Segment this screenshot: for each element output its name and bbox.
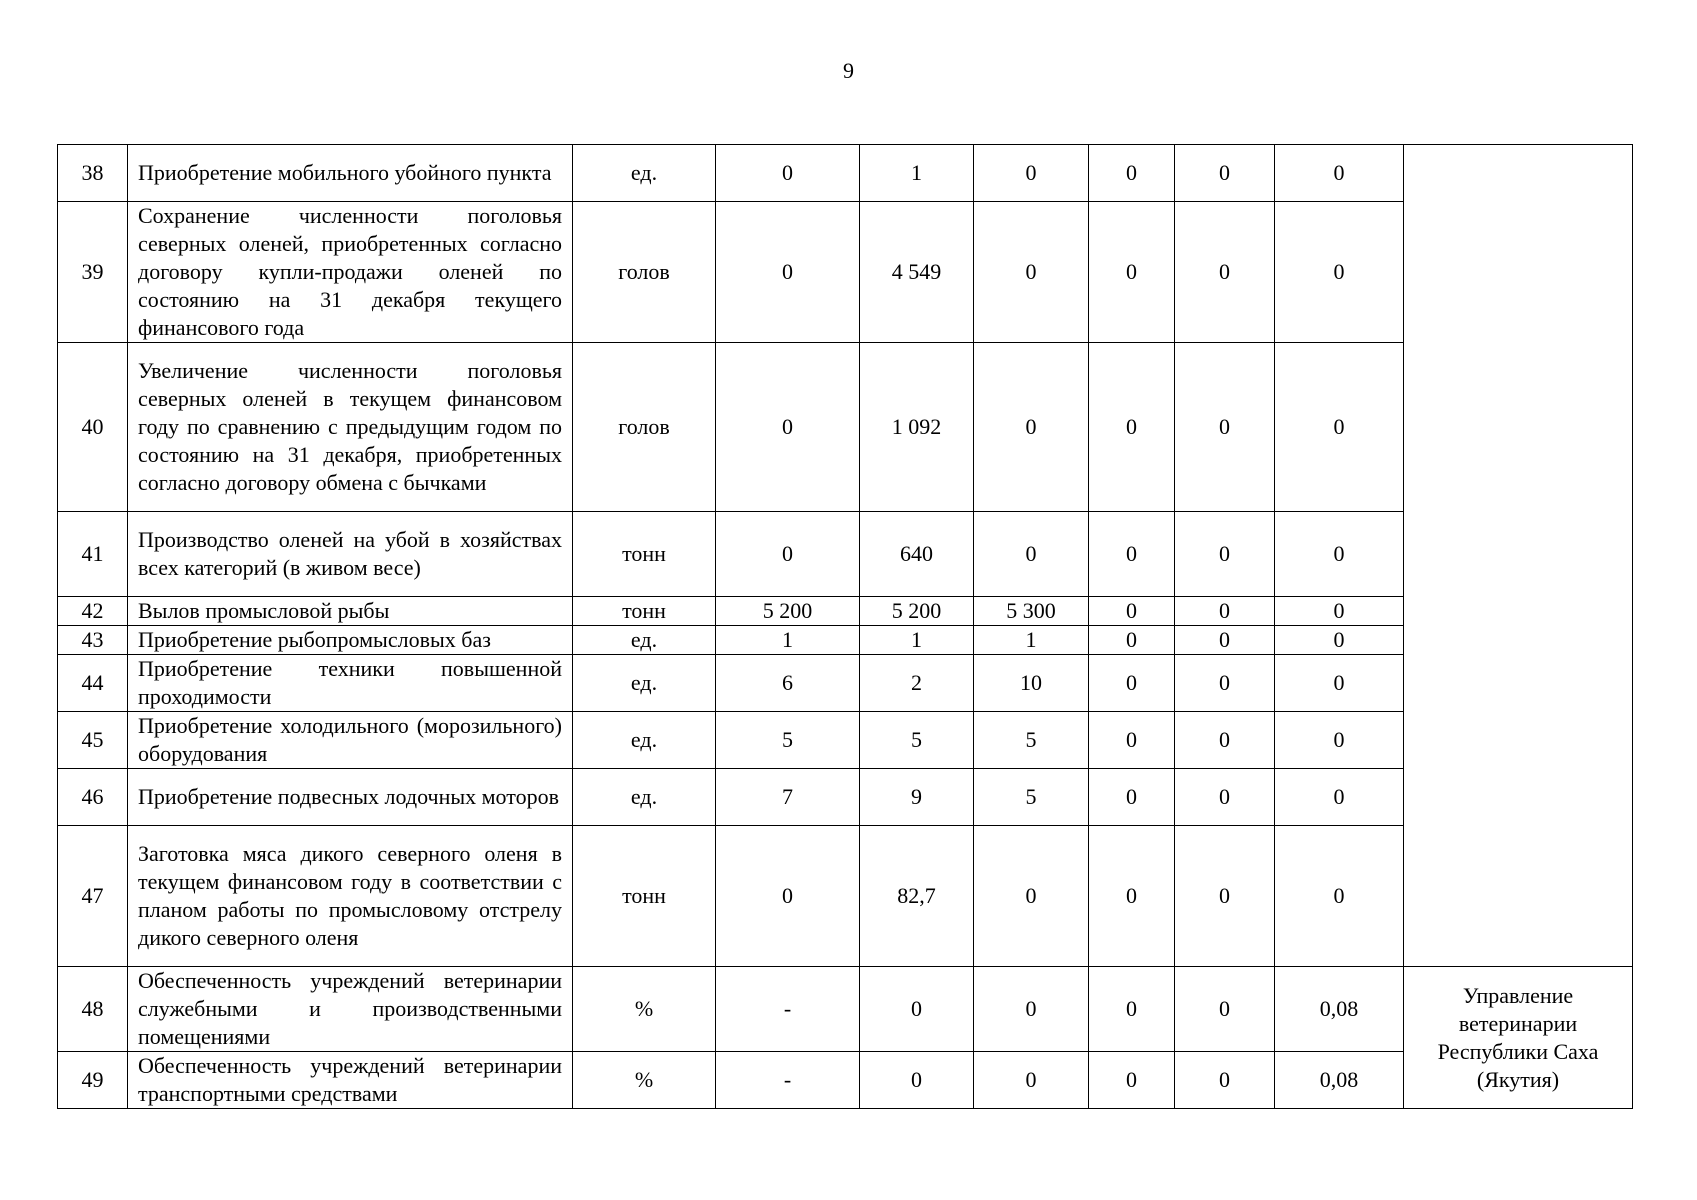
table-row xyxy=(58,1052,1633,1109)
value-cell: 1 xyxy=(860,145,974,202)
value-cell: 1 xyxy=(716,626,860,655)
unit-cell: тонн xyxy=(573,512,716,597)
table-row xyxy=(58,597,1633,626)
value-cell: 0 xyxy=(1275,826,1404,967)
table-row xyxy=(58,967,1633,1052)
value-cell: 5 xyxy=(716,712,860,769)
value-cell: 0 xyxy=(1175,512,1275,597)
value-cell: 0 xyxy=(860,1052,974,1109)
value-cell: 0 xyxy=(974,202,1089,343)
value-cell: 1 xyxy=(860,626,974,655)
value-cell: 0 xyxy=(1175,343,1275,512)
value-cell: 0 xyxy=(1089,626,1175,655)
value-cell: 0 xyxy=(974,1052,1089,1109)
value-cell: 0 xyxy=(1275,512,1404,597)
value-cell: 0 xyxy=(1275,655,1404,712)
row-number: 47 xyxy=(58,826,128,967)
row-number: 48 xyxy=(58,967,128,1052)
value-cell: 0 xyxy=(716,343,860,512)
indicator-name: Обеспеченность учреждений ветеринарии служебными и производственными помещениями xyxy=(128,967,573,1052)
row-number: 38 xyxy=(58,145,128,202)
unit-cell: тонн xyxy=(573,597,716,626)
value-cell: 0 xyxy=(974,967,1089,1052)
row-number: 44 xyxy=(58,655,128,712)
unit-cell: тонн xyxy=(573,826,716,967)
value-cell: 0 xyxy=(1089,712,1175,769)
table-row xyxy=(58,826,1633,967)
value-cell: 5 xyxy=(860,712,974,769)
value-cell: 5 200 xyxy=(716,597,860,626)
indicator-name: Приобретение рыбопромысловых баз xyxy=(128,626,573,655)
value-cell: 6 xyxy=(716,655,860,712)
table-row xyxy=(58,655,1633,712)
value-cell: 0 xyxy=(716,202,860,343)
value-cell: 0 xyxy=(1275,712,1404,769)
value-cell: 0 xyxy=(1089,343,1175,512)
value-cell: 1 xyxy=(974,626,1089,655)
indicator-name: Заготовка мяса дикого северного оленя в текущем финансовом году в соответствии с планом работы по промысловому отстрелу дикого северного оленя xyxy=(128,826,573,967)
unit-cell: ед. xyxy=(573,769,716,826)
value-cell: 0 xyxy=(1175,655,1275,712)
value-cell: 0 xyxy=(860,967,974,1052)
value-cell: 0 xyxy=(1175,145,1275,202)
value-cell: - xyxy=(716,1052,860,1109)
table-row xyxy=(58,202,1633,343)
value-cell: 0 xyxy=(1089,655,1175,712)
value-cell: 0 xyxy=(1275,343,1404,512)
value-cell: 9 xyxy=(860,769,974,826)
value-cell: 1 092 xyxy=(860,343,974,512)
value-cell: 0 xyxy=(1089,202,1175,343)
value-cell: 0 xyxy=(1175,202,1275,343)
value-cell: 0 xyxy=(1089,145,1175,202)
value-cell: 0 xyxy=(716,512,860,597)
row-number: 46 xyxy=(58,769,128,826)
unit-cell: ед. xyxy=(573,145,716,202)
value-cell: 0 xyxy=(1175,712,1275,769)
value-cell: 0 xyxy=(1275,597,1404,626)
unit-cell: % xyxy=(573,1052,716,1109)
table-row xyxy=(58,343,1633,512)
row-number: 39 xyxy=(58,202,128,343)
table-row xyxy=(58,712,1633,769)
value-cell: 0 xyxy=(1175,826,1275,967)
unit-cell: ед. xyxy=(573,626,716,655)
indicator-name: Приобретение подвесных лодочных моторов xyxy=(128,769,573,826)
value-cell: 82,7 xyxy=(860,826,974,967)
row-number: 40 xyxy=(58,343,128,512)
value-cell: 0 xyxy=(1175,967,1275,1052)
responsible-cell-empty xyxy=(1404,145,1633,967)
value-cell: 0 xyxy=(716,826,860,967)
value-cell: 5 300 xyxy=(974,597,1089,626)
table-row xyxy=(58,626,1633,655)
row-number: 42 xyxy=(58,597,128,626)
indicator-name: Обеспеченность учреждений ветеринарии транспортными средствами xyxy=(128,1052,573,1109)
indicator-name: Вылов промысловой рыбы xyxy=(128,597,573,626)
row-number: 41 xyxy=(58,512,128,597)
responsible-agency: Управление ветеринарии Республики Саха (Якутия) xyxy=(1404,967,1633,1109)
value-cell: 0 xyxy=(1175,1052,1275,1109)
value-cell: 0 xyxy=(1275,626,1404,655)
value-cell: 0 xyxy=(1089,769,1175,826)
value-cell: 0 xyxy=(974,343,1089,512)
indicator-name: Увеличение численности поголовья северных оленей в текущем финансовом году по сравнению с предыдущим годом по состоянию на 31 декабря, приобретенных согласно договору обмена с бычками xyxy=(128,343,573,512)
indicators-table xyxy=(57,144,1633,1109)
value-cell: 5 xyxy=(974,769,1089,826)
indicator-name: Приобретение техники повышенной проходимости xyxy=(128,655,573,712)
unit-cell: голов xyxy=(573,343,716,512)
value-cell: - xyxy=(716,967,860,1052)
value-cell: 0 xyxy=(716,145,860,202)
row-number: 49 xyxy=(58,1052,128,1109)
value-cell: 0 xyxy=(1175,597,1275,626)
value-cell: 5 200 xyxy=(860,597,974,626)
page-number: 9 xyxy=(843,58,854,83)
value-cell: 0 xyxy=(1175,626,1275,655)
indicator-name: Сохранение численности поголовья северных оленей, приобретенных согласно договору купли-продажи оленей по состоянию на 31 декабря текущего финансового года xyxy=(128,202,573,343)
row-number: 43 xyxy=(58,626,128,655)
value-cell: 5 xyxy=(974,712,1089,769)
value-cell: 0 xyxy=(1275,769,1404,826)
value-cell: 0 xyxy=(1089,1052,1175,1109)
table-row xyxy=(58,512,1633,597)
value-cell: 640 xyxy=(860,512,974,597)
indicator-name: Приобретение холодильного (морозильного) оборудования xyxy=(128,712,573,769)
value-cell: 0 xyxy=(1089,597,1175,626)
unit-cell: ед. xyxy=(573,655,716,712)
value-cell: 0,08 xyxy=(1275,967,1404,1052)
value-cell: 0 xyxy=(1089,512,1175,597)
value-cell: 0 xyxy=(974,145,1089,202)
value-cell: 0 xyxy=(1275,202,1404,343)
value-cell: 10 xyxy=(974,655,1089,712)
unit-cell: голов xyxy=(573,202,716,343)
value-cell: 0 xyxy=(1175,769,1275,826)
value-cell: 0 xyxy=(1089,967,1175,1052)
unit-cell: ед. xyxy=(573,712,716,769)
indicator-name: Приобретение мобильного убойного пункта xyxy=(128,145,573,202)
value-cell: 0 xyxy=(1275,145,1404,202)
value-cell: 0 xyxy=(1089,826,1175,967)
indicator-name: Производство оленей на убой в хозяйствах всех категорий (в живом весе) xyxy=(128,512,573,597)
value-cell: 4 549 xyxy=(860,202,974,343)
value-cell: 2 xyxy=(860,655,974,712)
unit-cell: % xyxy=(573,967,716,1052)
table-row xyxy=(58,769,1633,826)
value-cell: 0,08 xyxy=(1275,1052,1404,1109)
value-cell: 0 xyxy=(974,826,1089,967)
row-number: 45 xyxy=(58,712,128,769)
value-cell: 7 xyxy=(716,769,860,826)
table-row xyxy=(58,145,1633,202)
value-cell: 0 xyxy=(974,512,1089,597)
